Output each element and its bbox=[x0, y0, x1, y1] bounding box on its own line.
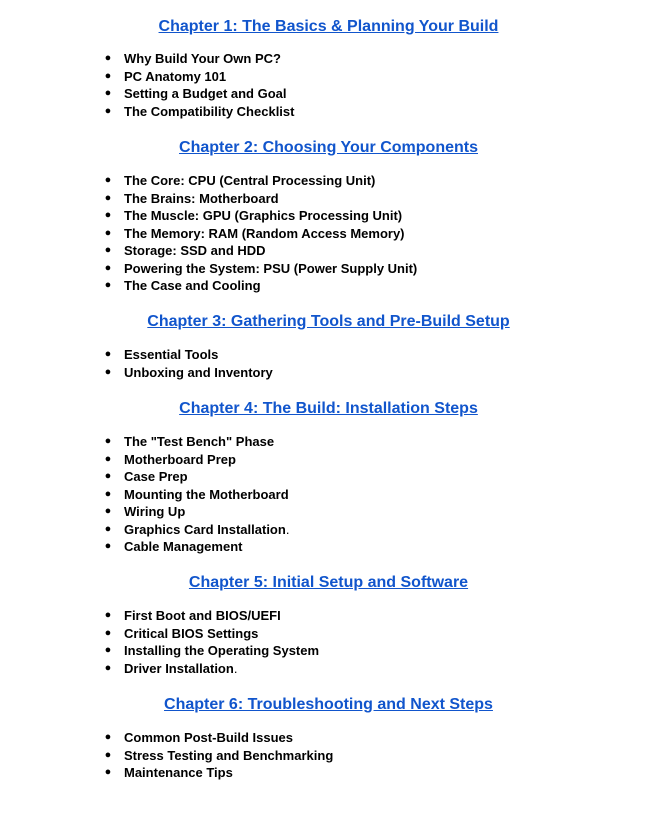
bullet-icon: ● bbox=[104, 661, 112, 674]
list-item bbox=[0, 260, 657, 278]
bullet-icon: ● bbox=[104, 365, 112, 378]
list-item bbox=[0, 660, 657, 678]
bullet-icon: ● bbox=[104, 748, 112, 761]
chapter-2-title-link[interactable]: Chapter 2: Choosing Your Components bbox=[179, 139, 478, 156]
list-item-text: The Compatibility Checklist bbox=[124, 103, 295, 119]
list-item bbox=[0, 364, 657, 382]
chapter-3-title-link[interactable]: Chapter 3: Gathering Tools and Pre-Build Setup bbox=[147, 313, 510, 330]
list-item bbox=[0, 277, 657, 295]
list-item-text: Essential Tools bbox=[124, 347, 219, 362]
chapter-heading bbox=[0, 573, 657, 593]
list-item bbox=[0, 242, 657, 260]
list-item-text: Stress Testing and Benchmarking bbox=[124, 747, 334, 763]
chapter-6 bbox=[0, 695, 657, 780]
bullet-icon: ● bbox=[104, 261, 112, 274]
chapter-5-list bbox=[0, 607, 657, 677]
list-item-text: Why Build Your Own PC? bbox=[124, 51, 281, 66]
list-item bbox=[0, 85, 657, 103]
list-item-trail: . bbox=[233, 660, 238, 676]
bullet-icon: ● bbox=[104, 470, 112, 482]
chapter-1-title-link[interactable]: Chapter 1: The Basics & Planning Your Build bbox=[158, 18, 499, 35]
list-item-text: Unboxing and Inventory bbox=[124, 364, 273, 380]
bullet-icon: ● bbox=[104, 731, 112, 743]
list-item-text: The Brains: Motherboard bbox=[124, 190, 279, 206]
list-item-text: Driver Installation bbox=[124, 660, 234, 676]
list-item bbox=[0, 346, 657, 364]
list-item bbox=[0, 625, 657, 643]
list-item bbox=[0, 225, 657, 243]
list-item-text: The Muscle: GPU (Graphics Processing Unit) bbox=[124, 208, 403, 223]
bullet-icon: ● bbox=[104, 244, 112, 256]
list-item bbox=[0, 451, 657, 469]
bullet-icon: ● bbox=[104, 644, 112, 656]
list-item-text: PC Anatomy 101 bbox=[124, 68, 227, 84]
bullet-icon: ● bbox=[104, 104, 112, 117]
list-item bbox=[0, 103, 657, 121]
list-item-text: Cable Management bbox=[124, 539, 243, 554]
bullet-icon: ● bbox=[104, 609, 112, 621]
list-item-text: Motherboard Prep bbox=[124, 451, 236, 467]
list-item bbox=[0, 642, 657, 660]
bullet-icon: ● bbox=[104, 348, 112, 360]
chapter-3-list bbox=[0, 346, 657, 381]
bullet-icon: ● bbox=[104, 452, 112, 465]
bullet-icon: ● bbox=[104, 505, 112, 517]
bullet-icon: ● bbox=[104, 191, 112, 204]
list-item-text: Powering the System: PSU (Power Supply Unit) bbox=[124, 260, 418, 276]
list-item-text: Case Prep bbox=[124, 469, 188, 484]
bullet-icon: ● bbox=[104, 766, 112, 778]
list-item bbox=[0, 172, 657, 190]
chapter-6-list bbox=[0, 729, 657, 782]
bullet-icon: ● bbox=[104, 540, 112, 552]
chapter-1-list bbox=[0, 50, 657, 120]
chapter-2-list bbox=[0, 172, 657, 295]
list-item bbox=[0, 747, 657, 765]
chapter-heading bbox=[0, 138, 657, 158]
list-item-text: Maintenance Tips bbox=[124, 765, 233, 780]
bullet-icon: ● bbox=[104, 87, 112, 99]
bullet-icon: ● bbox=[104, 174, 112, 186]
list-item-text: The Core: CPU (Central Processing Unit) bbox=[124, 173, 376, 188]
bullet-icon: ● bbox=[104, 522, 112, 535]
chapter-4 bbox=[0, 399, 657, 554]
chapter-4-title-link[interactable]: Chapter 4: The Build: Installation Steps bbox=[179, 400, 478, 417]
list-item-trail: . bbox=[285, 521, 290, 537]
bullet-icon: ● bbox=[104, 52, 112, 64]
bullet-icon: ● bbox=[104, 279, 112, 291]
list-item-text: Graphics Card Installation bbox=[124, 521, 286, 537]
chapter-heading bbox=[0, 399, 657, 419]
list-item-text: Common Post-Build Issues bbox=[124, 730, 294, 745]
list-item-text: Wiring Up bbox=[124, 504, 186, 519]
list-item-text: Critical BIOS Settings bbox=[124, 625, 259, 641]
bullet-icon: ● bbox=[104, 626, 112, 639]
list-item-text: Setting a Budget and Goal bbox=[124, 86, 287, 101]
list-item bbox=[0, 538, 657, 556]
chapter-1 bbox=[0, 17, 657, 119]
list-item bbox=[0, 607, 657, 625]
list-item bbox=[0, 521, 657, 539]
list-item bbox=[0, 764, 657, 782]
chapter-3 bbox=[0, 312, 657, 380]
list-item bbox=[0, 50, 657, 68]
list-item bbox=[0, 68, 657, 86]
list-item bbox=[0, 207, 657, 225]
chapter-2 bbox=[0, 138, 657, 293]
list-item-text: Installing the Operating System bbox=[124, 643, 320, 658]
chapter-5-title-link[interactable]: Chapter 5: Initial Setup and Software bbox=[188, 574, 469, 591]
chapter-5 bbox=[0, 573, 657, 676]
chapter-6-title-link[interactable]: Chapter 6: Troubleshooting and Next Steps bbox=[164, 696, 493, 713]
list-item bbox=[0, 190, 657, 208]
list-item bbox=[0, 486, 657, 504]
chapter-4-list bbox=[0, 433, 657, 556]
list-item-text: The Memory: RAM (Random Access Memory) bbox=[124, 225, 405, 241]
list-item-text: First Boot and BIOS/UEFI bbox=[124, 608, 281, 623]
list-item-text: The Case and Cooling bbox=[124, 278, 261, 293]
list-item bbox=[0, 468, 657, 486]
chapter-heading bbox=[0, 312, 657, 332]
list-item bbox=[0, 729, 657, 747]
list-item bbox=[0, 433, 657, 451]
list-item-text: The "Test Bench" Phase bbox=[124, 434, 275, 449]
list-item bbox=[0, 503, 657, 521]
bullet-icon: ● bbox=[104, 487, 112, 500]
list-item-text: Storage: SSD and HDD bbox=[124, 243, 266, 258]
chapter-heading bbox=[0, 695, 657, 715]
list-item-text: Mounting the Motherboard bbox=[124, 486, 289, 502]
bullet-icon: ● bbox=[104, 69, 112, 82]
bullet-icon: ● bbox=[104, 435, 112, 447]
chapter-heading bbox=[0, 17, 657, 37]
bullet-icon: ● bbox=[104, 226, 112, 239]
bullet-icon: ● bbox=[104, 209, 112, 221]
